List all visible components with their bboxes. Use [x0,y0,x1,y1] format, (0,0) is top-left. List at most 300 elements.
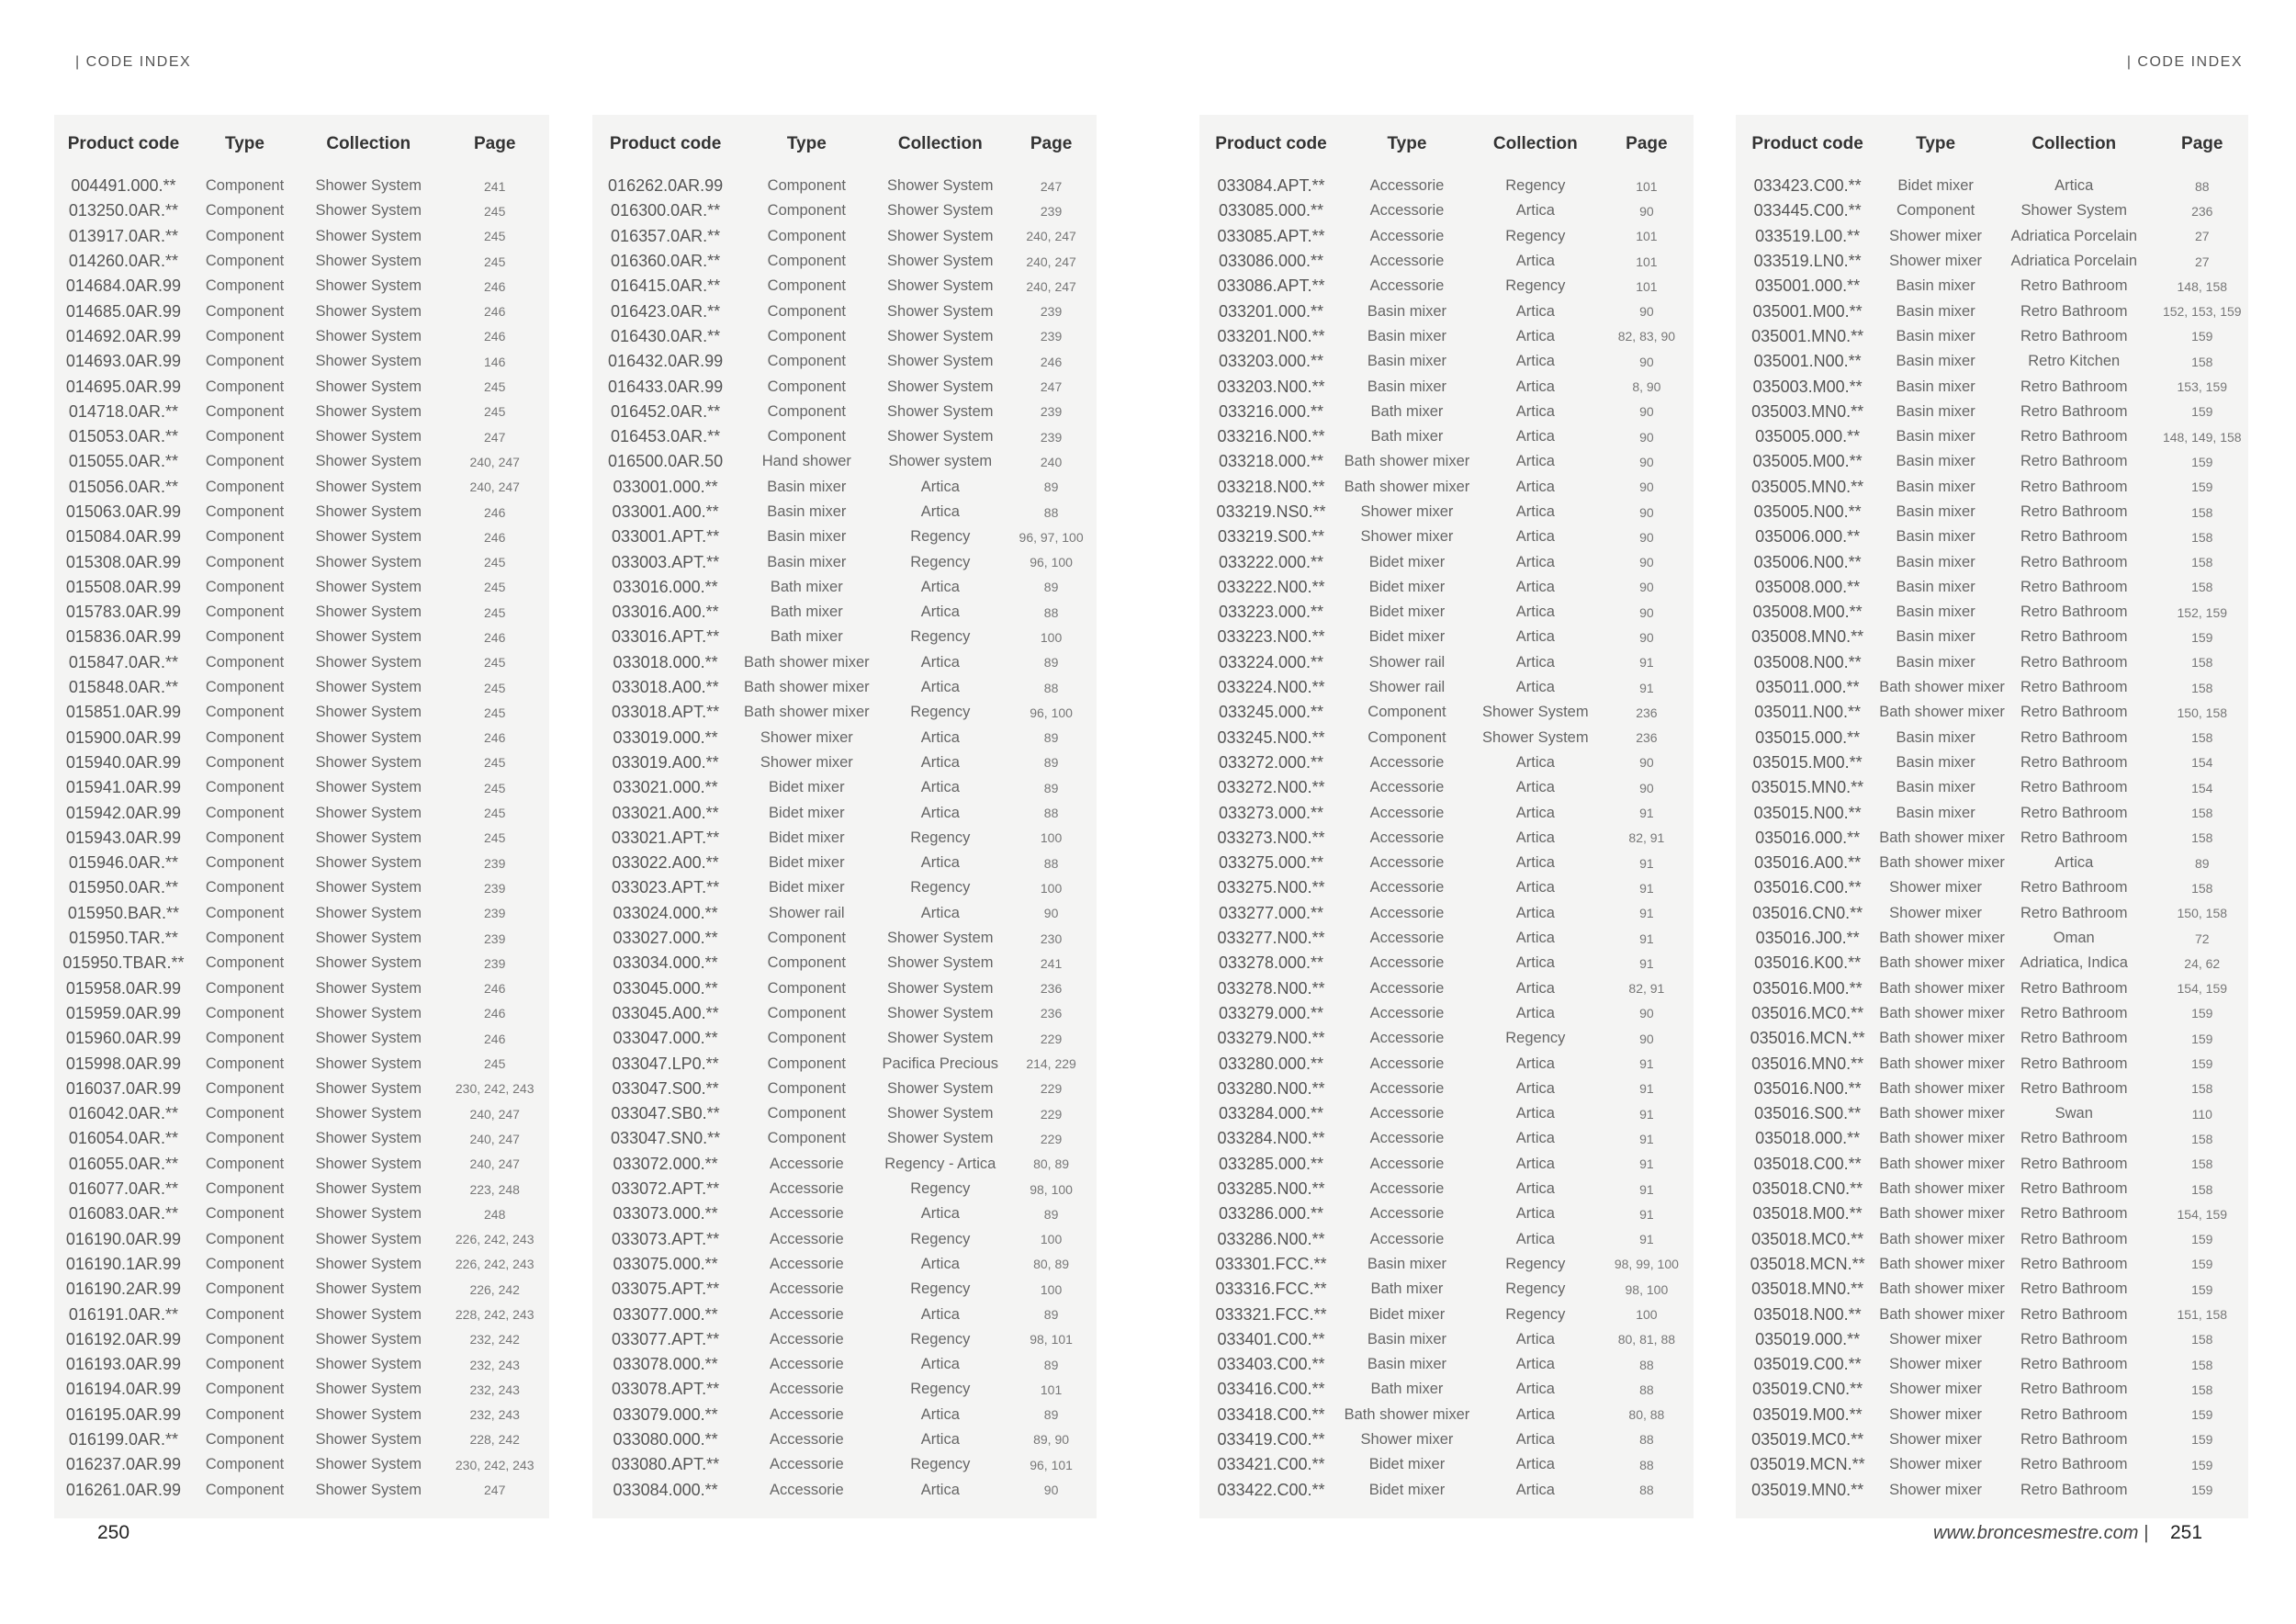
product-code-cell: 033224.N00.** [1217,678,1325,697]
table-row [592,926,1097,951]
table-row [54,549,549,574]
collection-cell: Shower System [315,503,422,520]
code-index-table [1199,115,1694,1503]
page-cell: 89 [2194,855,2210,871]
type-cell: Basin mixer [767,553,847,570]
table-row [54,1077,549,1101]
table-row [1736,1051,2248,1076]
table-row [1736,274,2248,299]
product-code-cell: 035011.N00.** [1754,703,1861,722]
collection-cell: Artica [1515,1155,1555,1172]
page-cell: 152, 159 [2177,604,2228,620]
type-cell: Component [767,327,846,344]
page-cell: 245 [484,755,506,771]
product-code-cell: 015900.0AR.99 [65,727,181,747]
product-code-cell: 004491.000.** [71,176,176,196]
collection-cell: Regency [910,879,971,897]
type-cell: Basin mixer [1367,378,1447,395]
page-cell: 240, 247 [469,454,520,469]
product-code-cell: 033321.FCC.** [1215,1304,1327,1324]
product-code-cell: 033016.000.** [613,577,718,596]
collection-cell: Artica [920,1481,960,1498]
collection-cell: Shower System [887,202,994,220]
table-row [54,1252,549,1277]
collection-cell: Artica [1515,628,1555,646]
type-cell: Shower mixer [1889,253,1983,270]
product-code-cell: 033045.A00.** [612,1003,719,1022]
type-cell: Bath shower mixer [1879,1054,2005,1072]
collection-cell: Shower System [315,253,422,270]
product-code-cell: 035008.000.** [1755,577,1861,596]
table-row [592,500,1097,524]
type-cell: Shower mixer [1360,1430,1454,1448]
type-cell: Component [205,1004,285,1021]
page-cell: 91 [1639,1131,1654,1146]
type-cell: Component [205,1130,285,1147]
page-cell: 159 [2191,1281,2213,1297]
table-row [54,951,549,976]
product-code-cell: 035008.M00.** [1752,603,1863,622]
product-code-cell: 014718.0AR.** [68,401,178,421]
type-cell: Bidet mixer [769,779,845,796]
type-cell: Bath mixer [1370,1381,1444,1398]
type-cell: Component [205,854,285,872]
table-row [1736,800,2248,825]
type-cell: Component [205,277,285,295]
type-cell: Accessorie [1369,253,1445,270]
table-row [1199,1252,1694,1277]
page-cell: 91 [1639,806,1654,821]
table-row [1199,424,1694,449]
collection-cell: Shower System [315,302,422,320]
collection-cell: Retro Bathroom [2020,1430,2128,1448]
type-cell: Accessorie [1369,277,1445,295]
collection-cell: Retro Bathroom [2020,1004,2128,1021]
type-cell: Component [767,302,846,320]
collection-cell: Retro Bathroom [2020,653,2128,671]
page-cell: 91 [1639,1181,1654,1197]
product-code-cell: 016262.0AR.99 [608,176,724,196]
page-cell: 150, 158 [2177,705,2228,720]
table-row [54,1377,549,1402]
product-code-cell: 035016.N00.** [1753,1078,1862,1098]
collection-cell: Artica [920,904,960,921]
page-cell: 230, 242, 243 [455,1457,535,1472]
table-row [54,675,549,700]
table-row [54,1226,549,1251]
page-cell: 90 [1639,580,1654,595]
collection-cell: Regency [910,628,971,646]
product-code-cell: 015055.0AR.** [68,452,178,471]
collection-cell: Shower system [888,453,993,470]
collection-cell: Artica [1515,503,1555,520]
page-cell: 228, 242 [469,1432,520,1448]
type-cell: Component [205,753,285,771]
page-cell: 89 [1043,479,1059,495]
page-cell: 82, 83, 90 [1617,329,1676,344]
collection-cell: Retro Bathroom [2020,378,2128,395]
product-code-cell: 015942.0AR.99 [65,803,181,822]
type-cell: Component [205,879,285,897]
page-cell: 151, 158 [2177,1307,2228,1322]
collection-cell: Adriatica Porcelain [2010,227,2138,244]
product-code-cell: 016190.1AR.99 [65,1254,181,1273]
table-row [1736,976,2248,1001]
collection-cell: Artica [1515,253,1555,270]
collection-cell: Artica [1515,1356,1555,1373]
type-cell: Bath shower mixer [743,653,870,671]
type-cell: Component [1896,202,1975,220]
product-code-cell: 035019.M00.** [1752,1404,1863,1424]
page-cell: 158 [2191,1332,2213,1348]
type-cell: Bath shower mixer [1879,1230,2005,1247]
collection-cell: Retro Bathroom [2020,1130,2128,1147]
product-code-cell: 013917.0AR.** [68,226,178,245]
collection-cell: Shower System [315,578,422,595]
type-cell: Bath shower mixer [1879,679,2005,696]
table-row [54,800,549,825]
collection-cell: Shower System [315,930,422,947]
type-cell: Basin mixer [1896,528,1975,546]
type-cell: Bath shower mixer [1879,1030,2005,1047]
collection-cell: Shower System [315,1305,422,1323]
product-code-cell: 033079.000.** [613,1404,718,1424]
product-code-cell: 033272.N00.** [1217,778,1325,797]
page-cell: 232, 243 [469,1357,520,1372]
page-header: Page [1626,134,1668,153]
type-cell: Shower mixer [1889,227,1983,244]
page-cell: 246 [484,1006,506,1021]
product-code-cell: 016433.0AR.99 [608,377,724,396]
table-row [1736,1477,2248,1502]
table-row [592,1327,1097,1352]
product-code-cell: 016430.0AR.** [611,326,721,345]
type-cell: Component [205,227,285,244]
collection-cell: Artica [920,1255,960,1272]
collection-cell: Retro Bathroom [2020,728,2128,746]
collection-cell: Retro Bathroom [2020,704,2128,721]
product-code-cell: 033418.C00.** [1217,1404,1325,1424]
type-cell: Component [767,402,846,420]
type-cell: Component [1367,728,1446,746]
collection-cell: Artica [1515,854,1555,872]
collection-cell: Retro Bathroom [2020,327,2128,344]
table-row [54,901,549,926]
table-row [592,224,1097,249]
collection-cell: Regency - Artica [884,1155,996,1172]
page-cell: 91 [1639,880,1654,896]
page-cell: 89, 90 [1033,1432,1070,1448]
table-row [1199,1201,1694,1226]
product-code-cell: 016191.0AR.** [68,1304,178,1324]
collection-cell: Artica [1515,1079,1555,1097]
product-code-cell: 033027.000.** [613,929,718,948]
page-cell: 158 [2191,880,2213,896]
type-cell: Component [205,930,285,947]
type-cell: Component [205,1155,285,1172]
table-row [54,851,549,875]
collection-cell: Adriatica Porcelain [2010,253,2138,270]
type-cell: Accessorie [769,1180,844,1198]
product-code-cell: 016500.0AR.50 [608,452,724,471]
collection-cell: Shower System [315,528,422,546]
type-cell: Shower mixer [1889,879,1983,897]
product-code-cell: 035015.MN0.** [1751,778,1864,797]
page-cell: 89 [1043,730,1059,746]
page-cell: 98, 100 [1625,1281,1669,1297]
table-row [592,1126,1097,1151]
page-cell: 226, 242 [469,1281,520,1297]
page-cell: 241 [1040,955,1063,971]
page-cell: 91 [1639,906,1654,921]
table-row [1199,600,1694,625]
collection-cell: Shower System [315,1054,422,1072]
type-header: Type [786,134,827,153]
page-cell: 91 [1639,1206,1654,1222]
collection-cell: Shower System [315,1205,422,1223]
table-row [1199,1177,1694,1201]
type-cell: Accessorie [769,1381,844,1398]
page-cell: 229 [1040,1106,1063,1122]
product-code-cell: 035016.C00.** [1753,878,1862,897]
page-cell: 232, 243 [469,1382,520,1397]
page-cell: 241 [484,178,506,194]
product-code-cell: 033084.000.** [613,1480,718,1499]
type-cell: Bath shower mixer [1879,1205,2005,1223]
type-cell: Basin mixer [1896,728,1975,746]
page-cell: 110 [2191,1106,2212,1122]
page-cell: 245 [484,604,506,620]
product-code-cell: 033278.000.** [1218,953,1324,973]
code-table-panel-1 [54,115,549,1518]
collection-cell: Artica [920,804,960,821]
type-cell: Component [767,428,846,445]
table-row [1199,851,1694,875]
page-cell: 82, 91 [1628,830,1665,846]
page-cell: 158 [2191,806,2213,821]
type-cell: Component [767,1130,846,1147]
collection-cell: Shower System [315,603,422,621]
page-cell: 89 [1043,655,1059,671]
type-cell: Bath shower mixer [1879,1180,2005,1198]
type-cell: Component [205,378,285,395]
collection-cell: Artica [1515,879,1555,897]
product-code-cell: 033224.000.** [1218,652,1324,671]
table-row [592,800,1097,825]
product-code-cell: 035016.000.** [1755,828,1861,847]
collection-cell: Artica [920,728,960,746]
type-cell: Shower rail [769,904,845,921]
table-row [1199,224,1694,249]
page-cell: 158 [2191,580,2213,595]
product-code-cell: 033272.000.** [1218,752,1324,772]
page-cell: 158 [2191,529,2213,545]
collection-cell: Shower System [1482,704,1589,721]
page-cell: 98, 100 [1030,1181,1073,1197]
table-row [592,475,1097,500]
page-cell: 230 [1040,930,1063,946]
product-code-cell: 035018.CN0.** [1752,1179,1863,1199]
page-cell: 158 [2191,1156,2213,1172]
page-cell: 246 [484,529,506,545]
page-cell: 88 [1043,806,1059,821]
page-cell: 158 [2191,655,2213,671]
table-row [1736,500,2248,524]
type-cell: Accessorie [1369,753,1445,771]
table-row [592,400,1097,424]
collection-cell: Shower System [315,353,422,370]
page-header: Page [1030,134,1073,153]
product-code-cell: 035015.N00.** [1753,803,1862,822]
collection-cell: Regency [910,829,971,846]
type-cell: Component [767,1004,846,1021]
collection-cell: Shower System [315,327,422,344]
table-row [1736,650,2248,675]
website-link[interactable]: www.broncesmestre.com | [1933,1523,2149,1543]
page-cell: 90 [1639,454,1654,469]
product-code-cell: 033045.000.** [613,978,718,998]
collection-cell: Shower System [887,979,994,997]
page-cell: 101 [1636,278,1658,294]
page-cell: 159 [2191,1457,2213,1472]
collection-cell: Regency [910,704,971,721]
page-cell: 246 [484,504,506,520]
page-cell: 88 [1639,1382,1654,1397]
collection-cell: Shower System [887,253,994,270]
product-code-cell: 033086.000.** [1218,252,1324,271]
table-row [592,324,1097,349]
table-row [1736,775,2248,800]
table-row [1736,549,2248,574]
type-cell: Bath shower mixer [1879,1305,2005,1323]
table-row [1736,1252,2248,1277]
table-row [54,299,549,323]
collection-cell: Artica [1515,653,1555,671]
page-cell: 90 [1639,529,1654,545]
product-code-cell: 033218.N00.** [1217,477,1325,496]
product-code-cell: 035005.M00.** [1752,452,1863,471]
type-cell: Accessorie [1369,227,1445,244]
type-cell: Component [205,1030,285,1047]
type-cell: Bath shower mixer [1879,704,2005,721]
type-cell: Accessorie [769,1481,844,1498]
page-cell: 245 [484,203,506,219]
collection-cell: Artica [1515,202,1555,220]
type-cell: Bath mixer [1370,402,1444,420]
product-code-cell: 033201.N00.** [1217,326,1325,345]
product-code-cell: 035001.MN0.** [1751,326,1864,345]
product-code-cell: 033273.N00.** [1217,828,1325,847]
type-cell: Component [205,1205,285,1223]
page-cell: 154, 159 [2177,981,2228,997]
page-cell: 248 [484,1206,506,1222]
table-row [1199,1077,1694,1101]
page-cell: 100 [1040,1281,1063,1297]
page-cell: 72 [2194,930,2210,946]
type-cell: Component [205,327,285,344]
collection-cell: Shower System [315,1004,422,1021]
product-code-cell: 015959.0AR.99 [65,1003,181,1022]
product-code-cell: 033285.000.** [1218,1154,1324,1173]
table-row [54,198,549,223]
product-code-cell: 033047.SB0.** [611,1104,720,1123]
product-code-cell: 014692.0AR.99 [65,326,181,345]
page-cell: 101 [1636,178,1658,194]
type-cell: Component [205,578,285,595]
type-cell: Component [205,1054,285,1072]
product-code-cell: 033279.N00.** [1217,1029,1325,1048]
table-row [1199,976,1694,1001]
page-cell: 88 [1639,1357,1654,1372]
collection-cell: Artica [1515,1004,1555,1021]
collection-cell: Artica [1515,1130,1555,1147]
type-cell: Component [767,979,846,997]
page-cell: 239 [1040,404,1063,420]
product-code-cell: 014260.0AR.** [68,252,178,271]
type-cell: Component [767,202,846,220]
collection-cell: Artica [1515,804,1555,821]
collection-cell: Retro Bathroom [2020,1280,2128,1298]
collection-cell: Retro Bathroom [2020,302,2128,320]
page-cell: 245 [484,780,506,795]
table-row [1736,851,2248,875]
table-row [54,1427,549,1452]
product-code-cell: 033301.FCC.** [1215,1254,1327,1273]
product-code-cell: 015848.0AR.** [68,678,178,697]
table-row [592,750,1097,775]
collection-cell: Retro Bathroom [2020,553,2128,570]
product-code-cell: 033203.000.** [1218,352,1324,371]
product-code-cell: 016195.0AR.99 [65,1404,181,1424]
type-cell: Component [205,779,285,796]
collection-cell: Oman [2053,930,2095,947]
product-code-header: Product code [67,134,180,153]
page-cell: 159 [2191,1056,2213,1072]
collection-cell: Artica [920,653,960,671]
type-cell: Bath shower mixer [743,679,870,696]
type-cell: Component [767,227,846,244]
page-cell: 239 [1040,429,1063,445]
type-header: Type [1387,134,1427,153]
table-row [592,575,1097,600]
product-code-cell: 033277.000.** [1218,903,1324,922]
table-row [1199,1001,1694,1026]
collection-cell: Artica [2054,854,2094,872]
collection-cell: Artica [1515,1456,1555,1473]
type-cell: Component [205,1330,285,1348]
collection-cell: Artica [920,854,960,872]
product-code-cell: 033072.000.** [613,1154,718,1173]
header-right: | CODE INDEX [2126,54,2243,70]
type-cell: Basin mixer [1896,553,1975,570]
page-cell: 239 [1040,304,1063,320]
table-row [592,675,1097,700]
table-row [54,650,549,675]
type-cell: Component [205,1356,285,1373]
type-cell: Basin mixer [1896,779,1975,796]
type-cell: Bath shower mixer [1879,1079,2005,1097]
collection-header: Collection [897,134,983,153]
type-cell: Component [767,1054,846,1072]
collection-cell: Artica [2054,177,2094,195]
type-cell: Component [767,954,846,972]
type-cell: Bath mixer [1370,428,1444,445]
table-row [1736,299,2248,323]
page-cell: 91 [1639,1106,1654,1122]
product-code-cell: 033018.APT.** [612,703,720,722]
table-row [592,625,1097,649]
product-code-cell: 033275.N00.** [1217,878,1325,897]
